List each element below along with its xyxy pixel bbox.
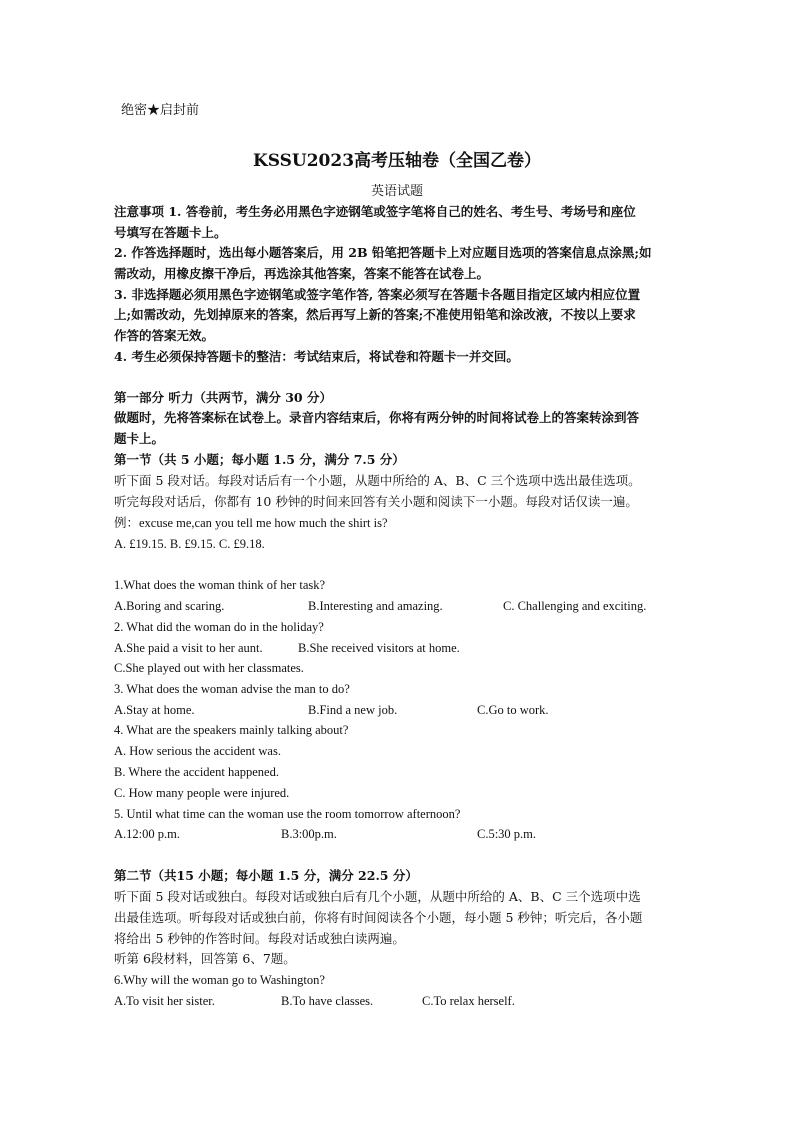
option-b: B.Interesting and amazing. <box>308 599 443 613</box>
option-c: C.She played out with her classmates. <box>114 661 304 675</box>
option-a: A. How serious the accident was. <box>114 744 281 758</box>
option-c: C.Go to work. <box>477 703 549 717</box>
option-a: A.Boring and scaring. <box>114 599 225 613</box>
exam-title: KSSU2023高考压轴卷（全国乙卷） <box>252 151 542 171</box>
option-b: B.3:00p.m. <box>281 827 337 841</box>
option-a: A.12:00 p.m. <box>114 827 180 841</box>
question-6: 6.Why will the woman go to Washington? <box>114 973 325 987</box>
question-3: 3. What does the woman advise the man to do? <box>114 682 350 696</box>
section2-intro: 出最佳选项。听每段对话或独白前，你将有时间阅读各个小题，每小题 5 秒钟；听完后，各小题 <box>114 910 643 925</box>
notice-line: 2. 作答选择题时，选出每小题答案后，用 2B 铅笔把答题卡上对应题目选项的答案信息点涂黑;如 <box>114 245 652 260</box>
example-question: 例：excuse me,can you tell me how much the shirt is? <box>114 516 388 530</box>
option-b: B.Find a new job. <box>308 703 398 717</box>
section2-intro: 将给出 5 秒钟的作答时间。每段对话或独白读两遍。 <box>114 931 405 946</box>
option-c: C.To relax herself. <box>422 994 515 1008</box>
option-c: C. Challenging and exciting. <box>503 599 647 613</box>
question-4: 4. What are the speakers mainly talking about? <box>114 723 349 737</box>
notice-line: 作答的答案无效。 <box>114 328 215 343</box>
notice-line: 4. 考生必须保持答题卡的整洁：考试结束后，将试卷和符题卡一并交回。 <box>114 349 519 364</box>
option-c: C.5:30 p.m. <box>477 827 537 841</box>
option-a: A.She paid a visit to her aunt. <box>114 641 263 655</box>
section1-intro: 听完每段对话后，你都有 10 秒钟的时间来回答有关小题和阅读下一小题。每段对话仅读一遍。 <box>114 494 638 509</box>
option-a: A.To visit her sister. <box>114 994 215 1008</box>
section1-heading: 第一节（共 5 小题；每小题 1.5 分，满分 7.5 分） <box>114 452 405 467</box>
question-2: 2. What did the woman do in the holiday? <box>114 620 324 634</box>
part1-intro: 做题时，先将答案标在试卷上。录音内容结束后，你将有两分钟的时间将试卷上的答案转涂到答 <box>114 410 640 425</box>
exam-subtitle: 英语试题 <box>370 184 423 199</box>
notice-line: 3. 非选择题必须用黑色字迹钢笔或签字笔作答, 答案必须写在答题卡各题目指定区域内相应位置 <box>114 287 641 302</box>
example-options: A. £19.15. B. £9.15. C. £9.18. <box>114 537 265 551</box>
part1-intro: 题卡上。 <box>114 431 165 446</box>
part1-heading: 第一部分 听力（共两节，满分 30 分） <box>114 390 332 405</box>
notice-line: 上;如需改动，先划掉原来的答案，然后再写上新的答案;不准使用铅笔和涂改液，不按以上要求 <box>114 307 636 322</box>
notice-line: 注意事项 1. 答卷前，考生务必用黑色字迹钢笔或签字笔将自己的姓名、考生号、考场号和座位 <box>114 204 636 219</box>
option-c: C. How many people were injured. <box>114 786 290 800</box>
option-b: B. Where the accident happened. <box>114 765 279 779</box>
option-b: B.She received visitors at home. <box>298 641 460 655</box>
notice-line: 号填写在答题卡上。 <box>114 225 227 240</box>
confidential-label: 绝密★启封前 <box>121 103 200 118</box>
material-instruction: 听第 6段材料，回答第 6、7题。 <box>114 951 296 966</box>
notice-line: 需改动，用橡皮擦干净后，再选涂其他答案，答案不能答在试卷上。 <box>114 266 490 281</box>
section2-intro: 听下面 5 段对话或独白。每段对话或独白后有几个小题，从题中所给的 A、B、C 三个选项中选 <box>114 889 641 904</box>
section1-intro: 听下面 5 段对话。每段对话后有一个小题，从题中所给的 A、B、C 三个选项中选出最佳选项。 <box>114 473 641 488</box>
section2-heading: 第二节（共15 小题；每小题 1.5 分，满分 22.5 分） <box>114 868 418 883</box>
option-a: A.Stay at home. <box>114 703 195 717</box>
question-1: 1.What does the woman think of her task? <box>114 578 326 592</box>
option-b: B.To have classes. <box>281 994 374 1008</box>
question-5: 5. Until what time can the woman use the room tomorrow afternoon? <box>114 807 461 821</box>
